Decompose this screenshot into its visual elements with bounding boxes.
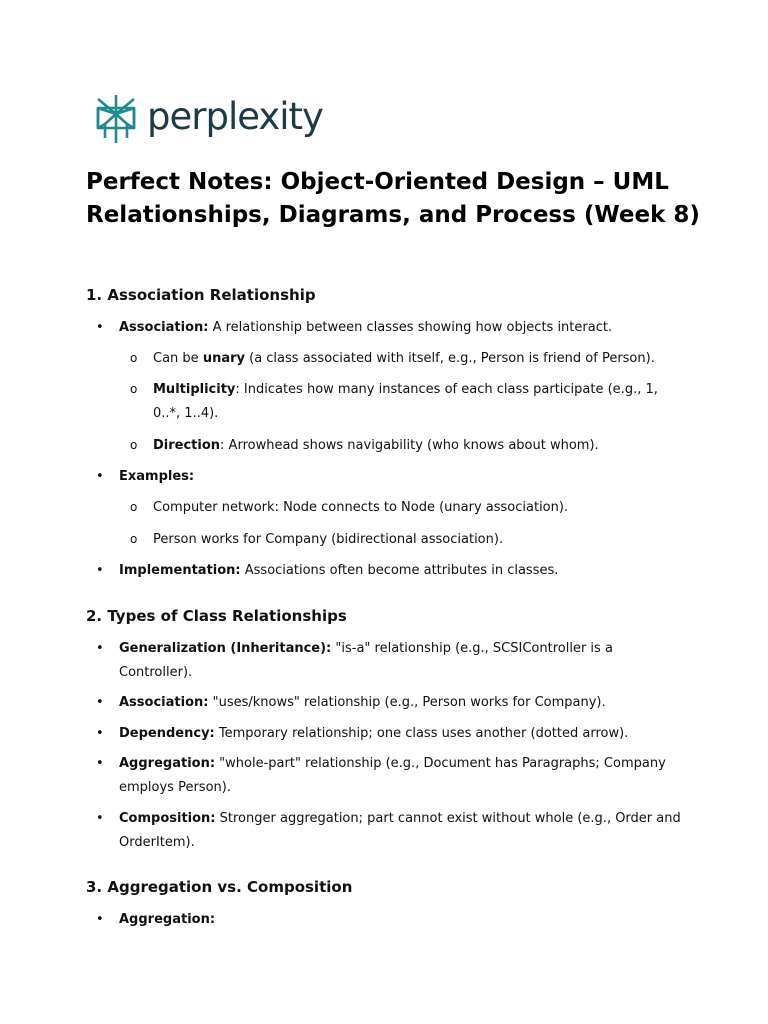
item-text: : Indicates how many instances of each class participate (e.g., 1, 0..*, 1..4). <box>153 382 658 421</box>
item-term: Implementation: <box>119 563 241 578</box>
list-item <box>96 316 686 340</box>
item-text: Computer network: Node connects to Node (unary association). <box>153 500 569 515</box>
item-text: "is-a" relationship (e.g., SCSIController is a Controller). <box>119 641 613 680</box>
sub-list-item <box>130 528 686 552</box>
item-text: : Arrowhead shows navigability (who knows about whom). <box>220 438 599 453</box>
perplexity-logo-icon <box>95 94 137 144</box>
sub-bullet-mark: o <box>130 500 138 514</box>
bullet-mark: • <box>96 695 104 710</box>
sub-list-item <box>130 496 686 520</box>
item-term: Direction <box>153 438 221 453</box>
sub-bullet-mark: o <box>130 351 138 365</box>
bullet-mark: • <box>96 756 104 771</box>
item-term: Dependency: <box>119 726 215 741</box>
list-item <box>96 465 686 489</box>
item-term: Association: <box>119 320 209 335</box>
item-text: Stronger aggregation; part cannot exist without whole (e.g., Order and OrderItem). <box>119 811 681 850</box>
sub-list-item <box>130 378 686 426</box>
item-text: Person works for Company (bidirectional association). <box>153 532 504 547</box>
bullet-mark: • <box>96 320 104 335</box>
list-item <box>96 637 686 685</box>
item-term: Generalization (Inheritance): <box>119 641 332 656</box>
list-item <box>96 691 686 715</box>
section-heading-aggregation-vs-composition: 3. Aggregation vs. Composition <box>86 878 353 896</box>
sub-list-item <box>130 434 686 458</box>
perplexity-logo <box>95 94 323 144</box>
item-prefix: Can be <box>153 351 203 366</box>
item-term: Multiplicity <box>153 382 236 397</box>
bullet-mark: • <box>96 641 104 656</box>
list-item <box>96 752 686 800</box>
section-heading-class-relationships: 2. Types of Class Relationships <box>86 607 347 625</box>
item-term: Aggregation: <box>119 756 216 771</box>
item-text: "whole-part" relationship (e.g., Document has Paragraphs; Company employs Person). <box>119 756 666 795</box>
list-item <box>96 722 686 746</box>
sub-bullet-mark: o <box>130 382 138 396</box>
list-item <box>96 807 686 855</box>
bullet-mark: • <box>96 726 104 741</box>
item-term: Composition: <box>119 811 216 826</box>
item-text: "uses/knows" relationship (e.g., Person works for Company). <box>208 695 606 710</box>
item-text: (a class associated with itself, e.g., Person is friend of Person). <box>244 351 655 366</box>
item-term: Association: <box>119 695 209 710</box>
item-term: Aggregation: <box>119 912 216 927</box>
sub-list-item <box>130 347 686 371</box>
sub-bullet-mark: o <box>130 532 138 546</box>
item-text: Associations often become attributes in classes. <box>240 563 559 578</box>
bullet-mark: • <box>96 912 104 927</box>
list-item <box>96 908 686 932</box>
section-heading-association: 1. Association Relationship <box>86 286 316 304</box>
list-item <box>96 559 686 583</box>
item-term: unary <box>202 351 245 366</box>
page-title: Perfect Notes: Object-Oriented Design – UML Relationships, Diagrams, and Process (Week 8) <box>86 169 700 228</box>
perplexity-logo-text: perplexity <box>147 94 323 138</box>
bullet-mark: • <box>96 563 104 578</box>
sub-bullet-mark: o <box>130 438 138 452</box>
item-text: Temporary relationship; one class uses another (dotted arrow). <box>214 726 629 741</box>
item-term: Examples: <box>119 469 195 484</box>
bullet-mark: • <box>96 811 104 826</box>
bullet-mark: • <box>96 469 104 484</box>
item-text: A relationship between classes showing how objects interact. <box>208 320 613 335</box>
